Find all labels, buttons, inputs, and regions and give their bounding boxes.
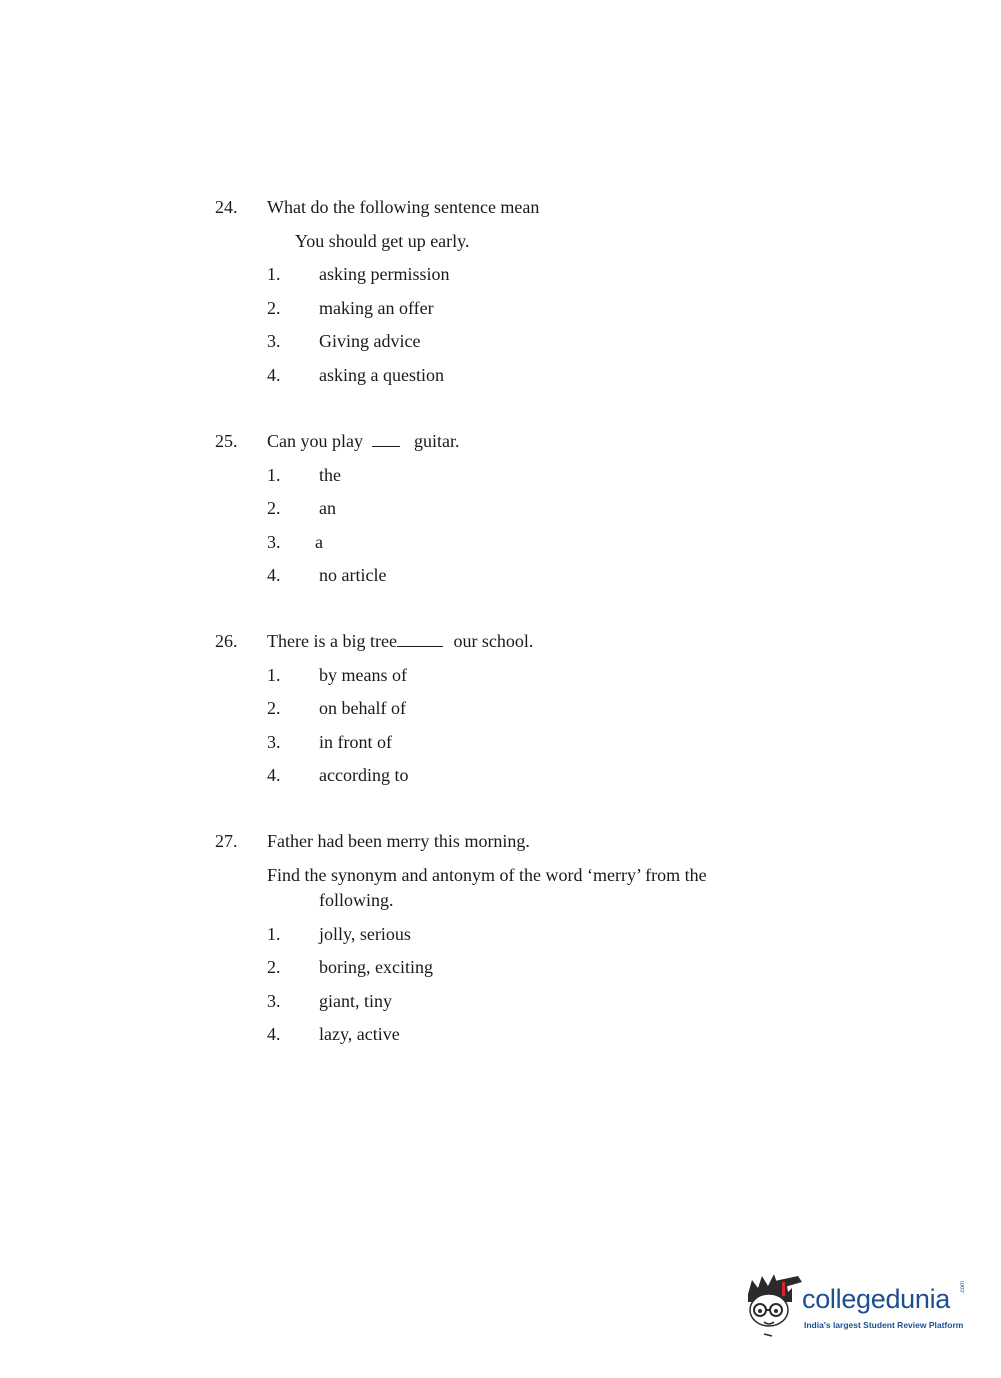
option-number: 1. (267, 924, 281, 944)
option-text: on behalf of (319, 698, 406, 718)
mascot-icon (742, 1272, 804, 1342)
question-text-before: Can you play (267, 431, 363, 451)
option-number: 3. (267, 331, 281, 351)
question-number: 27. (215, 831, 238, 851)
option-text: lazy, active (319, 1024, 400, 1044)
option-number: 4. (267, 765, 281, 785)
option-number: 2. (267, 498, 281, 518)
option-text: asking a question (319, 365, 444, 385)
option-number: 4. (267, 565, 281, 585)
option-number: 3. (267, 532, 281, 552)
question-text-before: There is a big tree (267, 631, 397, 651)
option-text: in front of (319, 732, 392, 752)
option-text: the (319, 465, 341, 485)
option-number: 3. (267, 732, 281, 752)
question-subtext: You should get up early. (295, 231, 470, 251)
question-text-after: guitar. (414, 431, 460, 451)
logo-tagline: India's largest Student Review Platform (804, 1320, 964, 1330)
option-text: giant, tiny (319, 991, 392, 1011)
option-text: Giving advice (319, 331, 421, 351)
option-text: making an offer (319, 298, 434, 318)
question-text-after: our school. (453, 631, 534, 651)
answer-blank (397, 632, 443, 647)
question-text: Father had been merry this morning. (267, 831, 530, 851)
option-text: asking permission (319, 264, 450, 284)
option-number: 4. (267, 365, 281, 385)
question-text: What do the following sentence mean (267, 197, 540, 217)
option-text: jolly, serious (319, 924, 411, 944)
question-number: 26. (215, 631, 238, 651)
option-text: by means of (319, 665, 407, 685)
logo-wordmark: collegedunia (802, 1284, 951, 1314)
question-subtext-continued: following. (319, 890, 394, 910)
question-number: 24. (215, 197, 238, 217)
option-number: 1. (267, 665, 281, 685)
option-number: 2. (267, 298, 281, 318)
logo-domain-suffix: .com (960, 1280, 966, 1294)
question-number: 25. (215, 431, 238, 451)
option-number: 1. (267, 264, 281, 284)
option-text: a (315, 532, 323, 552)
option-number: 4. (267, 1024, 281, 1044)
option-text: according to (319, 765, 409, 785)
option-number: 2. (267, 957, 281, 977)
option-text: boring, exciting (319, 957, 433, 977)
option-text: an (319, 498, 336, 518)
question-subtext: Find the synonym and antonym of the word ‘merry’ from the (267, 865, 707, 885)
option-number: 3. (267, 991, 281, 1011)
question-text (267, 431, 460, 452)
option-number: 1. (267, 465, 281, 485)
question-text (267, 631, 533, 652)
collegedunia-logo (742, 1272, 972, 1342)
option-text: no article (319, 565, 387, 585)
option-number: 2. (267, 698, 281, 718)
answer-blank (372, 432, 400, 447)
